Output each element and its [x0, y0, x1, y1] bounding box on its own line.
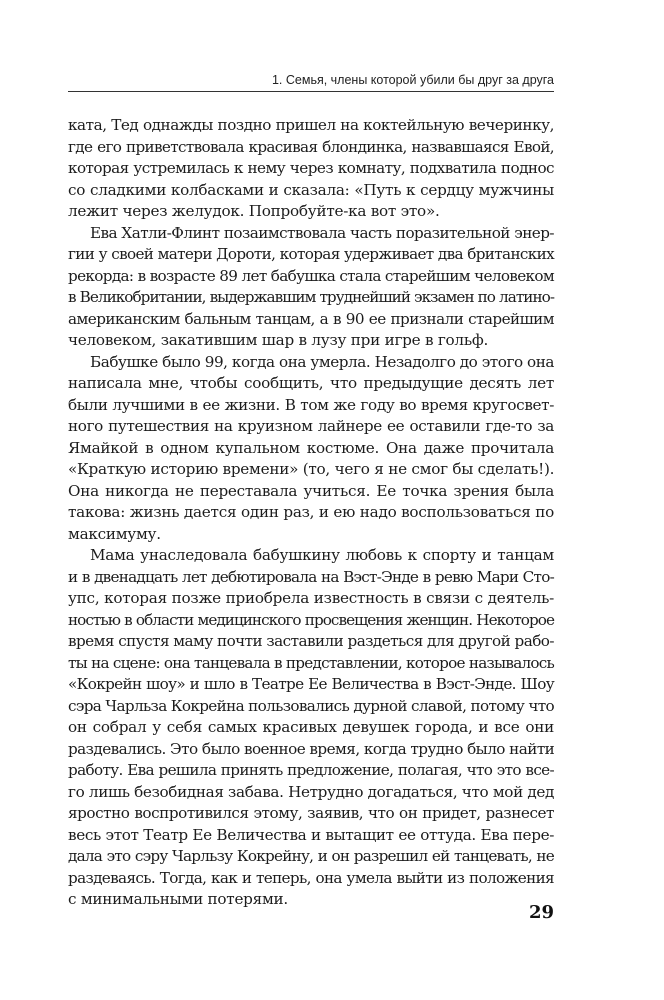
- text-line: Она никогда не переставала учиться. Ее точка зрения была: [68, 481, 554, 500]
- text-line: сэра Чарльза Кокрейна пользовались дурной славой, потому что: [68, 696, 554, 715]
- text-line: Мама унаследовала бабушкину любовь к спорту и танцам: [90, 546, 554, 564]
- text-line: с минимальными потерями.: [68, 890, 288, 908]
- text-line: были лучшими в ее жизни. В том же году во время кругосвет-: [68, 395, 554, 414]
- text-line: и в двенадцать лет дебютировала на Вэст-Энде в ревю Мари Сто-: [68, 567, 554, 586]
- text-line: он собрал у себя самых красивых девушек города, и все они: [68, 718, 554, 736]
- text-line: человеком, закатившим шар в лузу при игре в гольф.: [68, 331, 489, 349]
- text-line: упс, которая позже приобрела известность в связи с деятель-: [68, 589, 554, 607]
- text-line: работу. Ева решила принять предложение, полагая, что это все-: [68, 761, 554, 779]
- text-line: гии у своей матери Дороти, которая удерживает два британских: [68, 245, 554, 263]
- text-line: Ева Хатли-Флинт позаимствовала часть поразительной энер-: [90, 223, 554, 242]
- text-line: максимуму.: [68, 524, 161, 543]
- text-line: американским бальным танцам, а в 90 ее признали старейшим: [68, 309, 554, 328]
- text-line: «Кокрейн шоу» и шло в Театре Ее Величества в Вэст-Энде. Шоу: [68, 675, 554, 693]
- header-rule: [68, 91, 554, 92]
- text-line: раздевались. Это было военное время, когда трудно было найти: [68, 739, 555, 758]
- text-line: ного путешествия на круизном лайнере ее оставили где-то за: [68, 417, 554, 435]
- text-line: лежит через желудок. Попробуйте-ка вот это».: [68, 202, 440, 220]
- text-line: Бабушке было 99, когда она умерла. Незадолго до этого она: [90, 352, 554, 371]
- page-number: 29: [528, 902, 554, 923]
- text-line: го лишь безобидная забава. Нетрудно догадаться, что мой дед: [68, 782, 554, 801]
- body-text: [68, 115, 554, 911]
- text-line: ката, Тед однажды поздно пришел на коктейльную вечеринку,: [68, 116, 554, 134]
- text-line: в Великобритании, выдержавшим труднейший экзамен по латино-: [68, 288, 554, 306]
- text-line: дала это сэру Чарльзу Кокрейну, и он разрешил ей танцевать, не: [68, 847, 554, 865]
- text-line: Ямайкой в одном купальном костюме. Она даже прочитала: [68, 438, 554, 457]
- text-line: где его приветствовала красивая блондинка, назвавшаяся Евой,: [68, 137, 554, 156]
- text-line: время спустя маму почти заставили раздеться для другой рабо-: [68, 632, 554, 650]
- text-line: написала мне, чтобы сообщить, что предыдущие десять лет: [68, 374, 554, 392]
- text-line: «Краткую историю времени» (то, чего я не смог бы сделать!).: [68, 460, 555, 478]
- text-line: рекорда: в возрасте 89 лет бабушка стала старейшим человеком: [68, 266, 555, 285]
- text-line: весь этот Театр Ее Величества и вытащит ее оттуда. Ева пере-: [68, 825, 554, 844]
- running-head: 1. Семья, члены которой убили бы друг за друга: [271, 73, 554, 87]
- text-line: ностью в области медицинского просвещения женщин. Некоторое: [68, 610, 554, 629]
- text-line: раздеваясь. Тогда, как и теперь, она умела выйти из положения: [68, 868, 554, 887]
- text-line: со сладкими колбасками и сказала: «Путь к сердцу мужчины: [68, 180, 554, 199]
- text-line: которая устремилась к нему через комнату, подхватила поднос: [68, 159, 554, 177]
- text-line: ты на сцене: она танцевала в представлении, которое называлось: [68, 653, 555, 672]
- text-line: такова: жизнь дается один раз, и ею надо воспользоваться по: [68, 503, 554, 521]
- text-line: яростно воспротивился этому, заявив, что он придет, разнесет: [68, 804, 554, 822]
